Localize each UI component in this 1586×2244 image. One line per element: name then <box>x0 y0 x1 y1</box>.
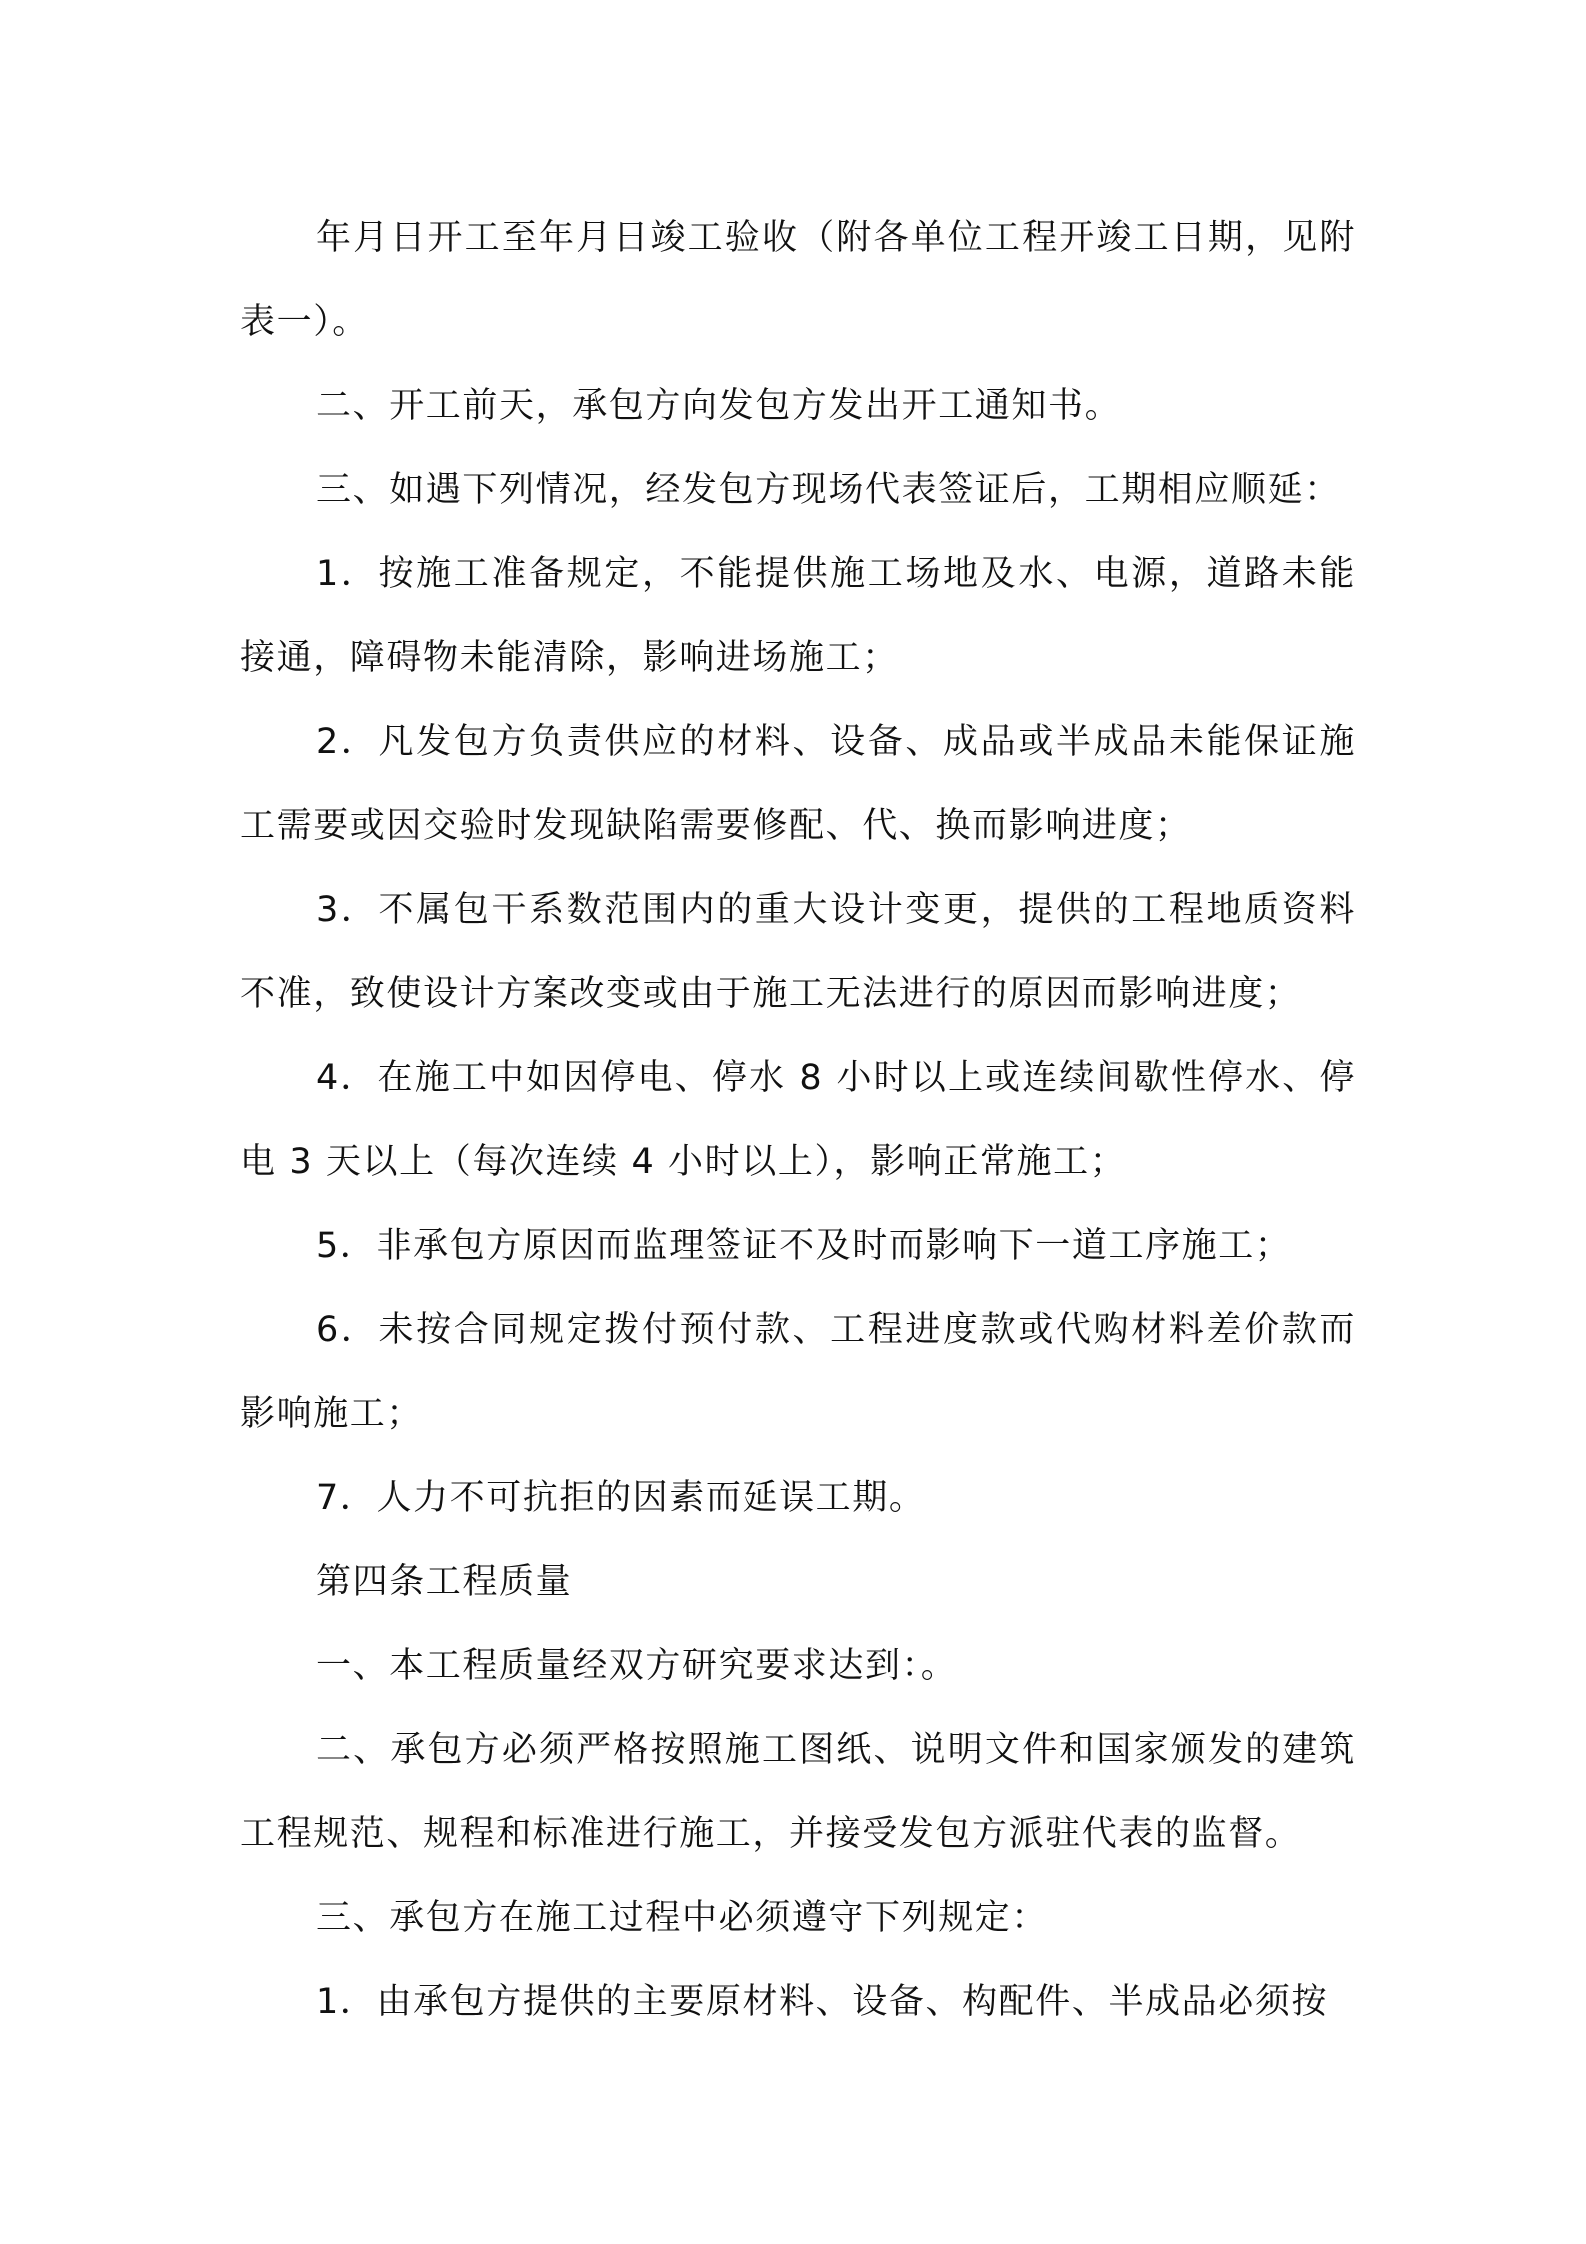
paragraph-construction-compliance: 二、承包方必须严格按照施工图纸、说明文件和国家颁发的建筑工程规范、规程和标准进行施工，并接受发包方派驻代表的监督。 <box>240 1730 1356 1854</box>
paragraph-start-notice: 二、开工前天，承包方向发包方发出开工通知书。 <box>316 386 1122 426</box>
section-heading-quality: 第四条工程质量 <box>316 1562 573 1602</box>
list-item-1: 1．按施工准备规定，不能提供施工场地及水、电源，道路未能接通，障碍物未能清除，影响进场施工； <box>240 554 1356 678</box>
paragraph-extension-conditions: 三、如遇下列情况，经发包方现场代表签证后，工期相应顺延： <box>316 470 1341 510</box>
list-item-2: 2．凡发包方负责供应的材料、设备、成品或半成品未能保证施工需要或因交验时发现缺陷需要修配、代、换而影响进度； <box>240 722 1356 846</box>
paragraph-quality-standard: 一、本工程质量经双方研究要求达到：。 <box>316 1646 958 1686</box>
list-item-6: 6．未按合同规定拨付预付款、工程进度款或代购材料差价款而影响施工； <box>240 1310 1356 1434</box>
paragraph-schedule: 年月日开工至年月日竣工验收（附各单位工程开竣工日期，见附表一）。 <box>240 218 1356 342</box>
list-item-5: 5．非承包方原因而监理签证不及时而影响下一道工序施工； <box>316 1226 1292 1266</box>
list-item-4: 4．在施工中如因停电、停水 8 小时以上或连续间歇性停水、停电 3 天以上（每次连续 4 小时以上），影响正常施工； <box>240 1058 1356 1182</box>
list-item-3: 3．不属包干系数范围内的重大设计变更，提供的工程地质资料不准，致使设计方案改变或由于施工无法进行的原因而影响进度； <box>240 890 1356 1014</box>
list-item-materials: 1．由承包方提供的主要原材料、设备、构配件、半成品必须按 <box>316 1982 1329 2022</box>
document-body <box>240 196 1356 2044</box>
paragraph-construction-rules: 三、承包方在施工过程中必须遵守下列规定： <box>316 1898 1049 1938</box>
list-item-7: 7．人力不可抗拒的因素而延误工期。 <box>316 1478 926 1518</box>
